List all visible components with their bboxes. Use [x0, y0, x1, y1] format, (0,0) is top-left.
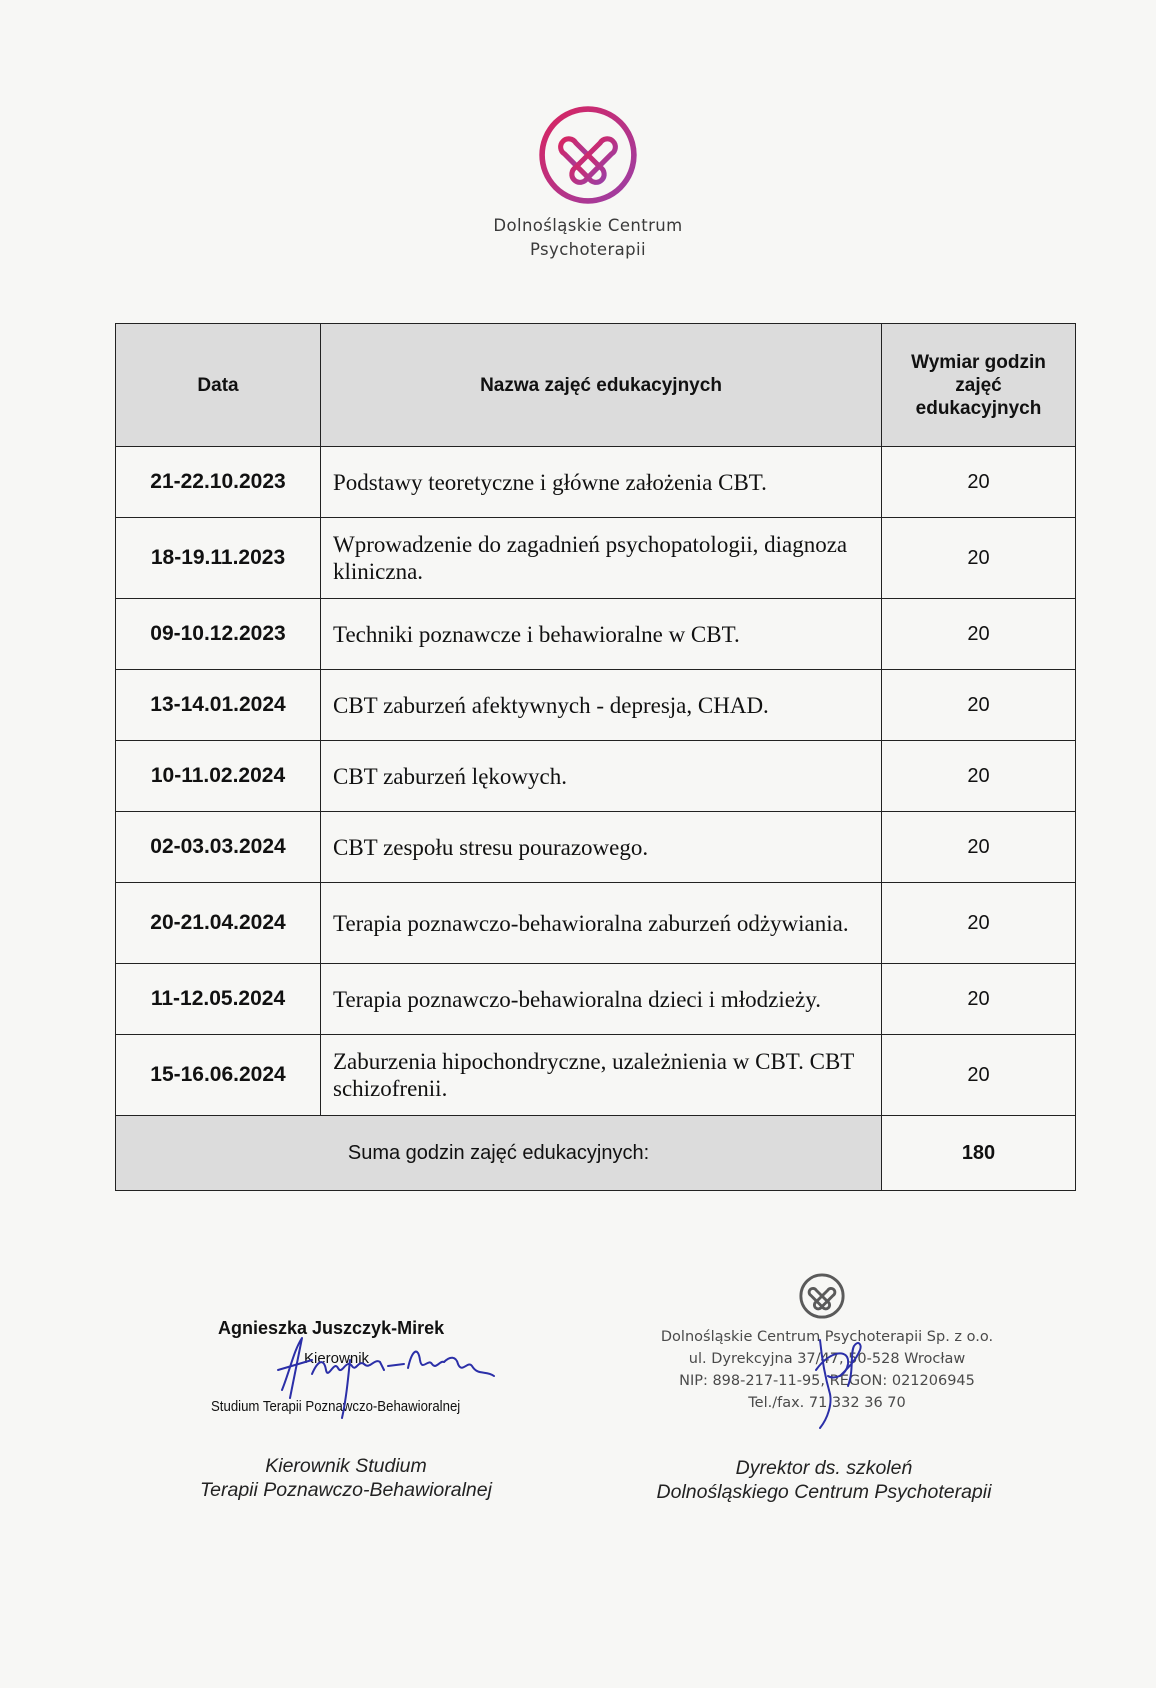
row-date: 10-11.02.2024: [116, 741, 321, 812]
logo-wordmark: [420, 214, 756, 262]
table-row: [116, 447, 1076, 518]
row-hours: 20: [882, 1035, 1076, 1116]
right-caption-line2: Dolnośląskiego Centrum Psychoterapii: [656, 1481, 992, 1503]
sum-value: 180: [882, 1116, 1076, 1191]
row-date: 02-03.03.2024: [116, 812, 321, 883]
row-date: 20-21.04.2024: [116, 883, 321, 964]
row-course-name: CBT zespołu stresu pourazowego.: [321, 812, 882, 883]
row-hours: 20: [882, 599, 1076, 670]
table-row: [116, 964, 1076, 1035]
header-hours-line3: edukacyjnych: [915, 397, 1042, 419]
row-course-name: Terapia poznawczo-behawioralna zaburzeń odżywiania.: [321, 883, 882, 964]
row-date: 13-14.01.2024: [116, 670, 321, 741]
left-caption-line2: Terapii Poznawczo-Behawioralnej: [200, 1479, 492, 1501]
table-row: [116, 518, 1076, 599]
stamp-person-role: Kierownik: [304, 1350, 370, 1367]
stamp-company-name: Dolnośląskie Centrum Psychoterapii Sp. z o.o.: [660, 1329, 994, 1345]
sum-label: Suma godzin zajęć edukacyjnych:: [116, 1116, 882, 1191]
row-hours: 20: [882, 447, 1076, 518]
table-row: [116, 741, 1076, 812]
row-date: 09-10.12.2023: [116, 599, 321, 670]
row-course-name: Podstawy teoretyczne i główne założenia CBT.: [321, 447, 882, 518]
left-caption-line1: Kierownik Studium: [265, 1455, 427, 1477]
row-hours: 20: [882, 670, 1076, 741]
stamp-department: Studium Terapii Poznawczo-Behawioralnej: [211, 1398, 461, 1415]
stamp-tax-ids: NIP: 898-217-11-95, REGON: 021206945: [679, 1373, 975, 1389]
row-course-name: CBT zaburzeń afektywnych - depresja, CHAD.: [321, 670, 882, 741]
row-course-name: Techniki poznawcze i behawioralne w CBT.: [321, 599, 882, 670]
row-hours: 20: [882, 883, 1076, 964]
row-hours: 20: [882, 741, 1076, 812]
header-hours-line1: Wymiar godzin: [911, 351, 1046, 373]
row-hours: 20: [882, 518, 1076, 599]
row-course-name: Wprowadzenie do zagadnień psychopatologii, diagnoza kliniczna.: [321, 518, 882, 599]
handwritten-signature-right: [800, 1330, 890, 1430]
row-course-name: CBT zaburzeń lękowych.: [321, 741, 882, 812]
header-course-name: Nazwa zajęć edukacyjnych: [321, 324, 882, 447]
row-date: 15-16.06.2024: [116, 1035, 321, 1116]
stamp-person-name: Agnieszka Juszczyk-Mirek: [218, 1318, 445, 1338]
right-caption-line1: Dyrektor ds. szkoleń: [735, 1457, 913, 1479]
row-hours: 20: [882, 964, 1076, 1035]
row-course-name: Terapia poznawczo-behawioralna dzieci i młodzieży.: [321, 964, 882, 1035]
header-date: Data: [116, 324, 321, 447]
table-row: [116, 1035, 1076, 1116]
schedule-table: [115, 323, 1076, 1191]
header-hours-line2: zajęć: [955, 374, 1002, 396]
table-row: [116, 812, 1076, 883]
left-caption: [174, 1454, 518, 1502]
row-course-name: Zaburzenia hipochondryczne, uzależnienia w CBT. CBT schizofrenii.: [321, 1035, 882, 1116]
table-sum-row: [116, 1116, 1076, 1191]
logo-icon: [537, 104, 639, 206]
stamp-address: ul. Dyrekcyjna 37/47, 50-528 Wrocław: [688, 1351, 966, 1367]
row-date: 18-19.11.2023: [116, 518, 321, 599]
stamp-logo-icon: [798, 1272, 846, 1320]
table-header-row: [116, 324, 1076, 447]
table-row: [116, 670, 1076, 741]
logo-name-line2: Psychoterapii: [529, 240, 646, 259]
table-row: [116, 599, 1076, 670]
header-hours: [882, 324, 1076, 447]
table-row: [116, 883, 1076, 964]
logo-name-line1: Dolnośląskie Centrum: [493, 216, 683, 235]
stamp-phone: Tel./fax. 71 332 36 70: [748, 1395, 906, 1411]
handwritten-signature-left: [272, 1330, 502, 1420]
row-date: 11-12.05.2024: [116, 964, 321, 1035]
row-hours: 20: [882, 812, 1076, 883]
right-caption: [624, 1456, 1024, 1504]
row-date: 21-22.10.2023: [116, 447, 321, 518]
